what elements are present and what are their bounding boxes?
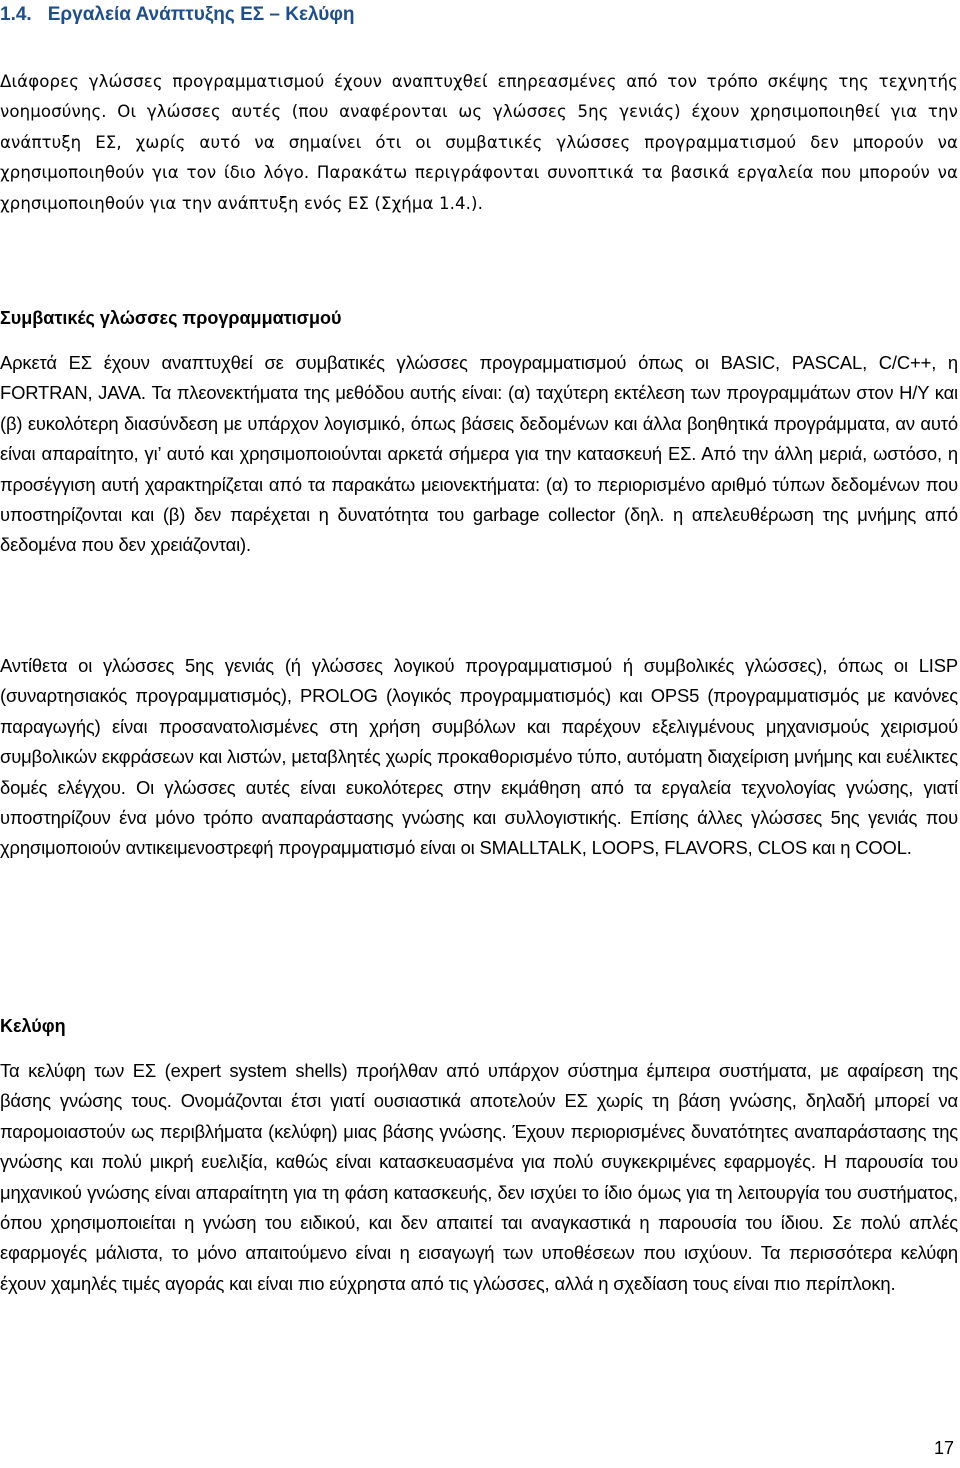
- conventional-languages-heading: Συμβατικές γλώσσες προγραμματισμού: [0, 308, 342, 328]
- shells-heading: Κελύφη: [0, 1016, 66, 1036]
- section-heading: [0, 2, 355, 28]
- page-number: 17: [933, 1438, 954, 1458]
- conventional-languages-paragraph: Αρκετά ΕΣ έχουν αναπτυχθεί σε συμβατικές γλώσσες προγραμματισμού όπως οι BASIC, PASCAL, C/C++, η FORTRAN, JAVA. Τα πλεονεκτήματα της μεθόδου αυτής είναι: (α) ταχύτερη εκτέλεση των προγραμμάτων στον Η/Υ και (β) ευκολότερη διασύνδεση με υπάρχον λογισμικό, όπως βάσεις δεδομένων και άλλα βοηθητικά προγράμματα, αν αυτό είναι απαραίτητο, γι’ αυτό και χρησιμοποιούνται αρκετά σήμερα για την κατασκευή ΕΣ. Από την άλλη μεριά, ωστόσο, η προσέγγιση αυτή χαρακτηρίζεται από τα παρακάτω μειονεκτήματα: (α) το περιορισμένο αριθμό τύπων δεδομένων που υποστηρίζονται και (β) δεν παρέχεται η δυνατότητα του garbage collector (δηλ. η απελευθέρωση της μνήμης από δεδομένα που δεν χρειάζονται).: [0, 352, 958, 556]
- section-title: Εργαλεία Ανάπτυξης ΕΣ – Κελύφη: [47, 4, 355, 25]
- shells-paragraph: Τα κελύφη των ΕΣ (expert system shells) προήλθαν από υπάρχον σύστημα έμπειρα συστήματα, με αφαίρεση της βάσης γνώσης τους. Ονομάζονται έτσι γιατί ουσιαστικά αποτελούν ΕΣ χωρίς τη βάση γνώσης, δηλαδή μπορεί να παρομοιαστούν ως περιβλήματα (κελύφη) μιας βάσης γνώσης. Έχουν περιορισμένες δυνατότητες αναπαράστασης της γνώσης και πολύ μικρή ευελιξία, καθώς είναι κατασκευασμένα για πολύ συγκεκριμένες εφαρμογές. Η παρουσία του μηχανικού γνώσης είναι απαραίτητη για τη φάση κατασκευής, δεν ισχύει το ίδιο όμως για τη λειτουργία του συστήματος, όπου χρησιμοποιείται η γνώση του ειδικού, και δεν απαιτεί ται αναγκαστικά η παρουσία του ίδιου. Σε πολύ απλές εφαρμογές μάλιστα, το μόνο απαιτούμενο είναι η εισαγωγή των υποθέσεων που ισχύουν. Τα περισσότερα κελύφη έχουν χαμηλές τιμές αγοράς και είναι πιο εύχρηστα από τις γλώσσες, αλλά η σχεδίαση τους είναι πιο περίπλοκη.: [0, 1060, 958, 1294]
- section-number: 1.4.: [0, 4, 32, 25]
- fifth-generation-paragraph: Αντίθετα οι γλώσσες 5ης γενιάς (ή γλώσσες λογικού προγραμματισμού ή συμβολικές γλώσσες), όπως οι LISP (συναρτησιακός προγραμματισμός), PROLOG (λογικός προγραμματισμός) και OPS5 (προγραμματισμός με κανόνες παραγωγής) είναι προσανατολισμένες στη χρήση συμβόλων και παρέχουν εξελιγμένους μηχανισμούς χειρισμού συμβολικών εκφράσεων και λιστών, μεταβλητές χωρίς προκαθορισμένο τύπο, αυτόματη διαχείριση μνήμης και ευέλικτες δομές ελέγχου. Οι γλώσσες αυτές είναι ευκολότερες στην εκμάθηση από τα εργαλεία τεχνολογίας γνώσης, γιατί υποστηρίζουν ένα μόνο τρόπο αναπαράστασης γνώσης και συλλογιστικής. Επίσης άλλες γλώσσες 5ης γενιάς που χρησιμοποιούν αντικειμενοστρεφή προγραμματισμό είναι οι SMALLTALK, LOOPS, FLAVORS, CLOS και η COOL.: [0, 655, 958, 859]
- intro-paragraph: Διάφορες γλώσσες προγραμματισμού έχουν αναπτυχθεί επηρεασμένες από τον τρόπο σκέψης της τεχνητής νοημοσύνης. Οι γλώσσες αυτές (που αναφέρονται ως γλώσσες 5ης γενιάς) έχουν χρησιμοποιηθεί για την ανάπτυξη ΕΣ, χωρίς αυτό να σημαίνει ότι οι συμβατικές γλώσσες προγραμματισμού δεν μπορούν να χρησιμοποιηθούν για τον ίδιο λόγο. Παρακάτω περιγράφονται συνοπτικά τα βασικά εργαλεία που μπορούν να χρησιμοποιηθούν για την ανάπτυξη ενός ΕΣ (Σχήμα 1.4.).: [0, 72, 958, 213]
